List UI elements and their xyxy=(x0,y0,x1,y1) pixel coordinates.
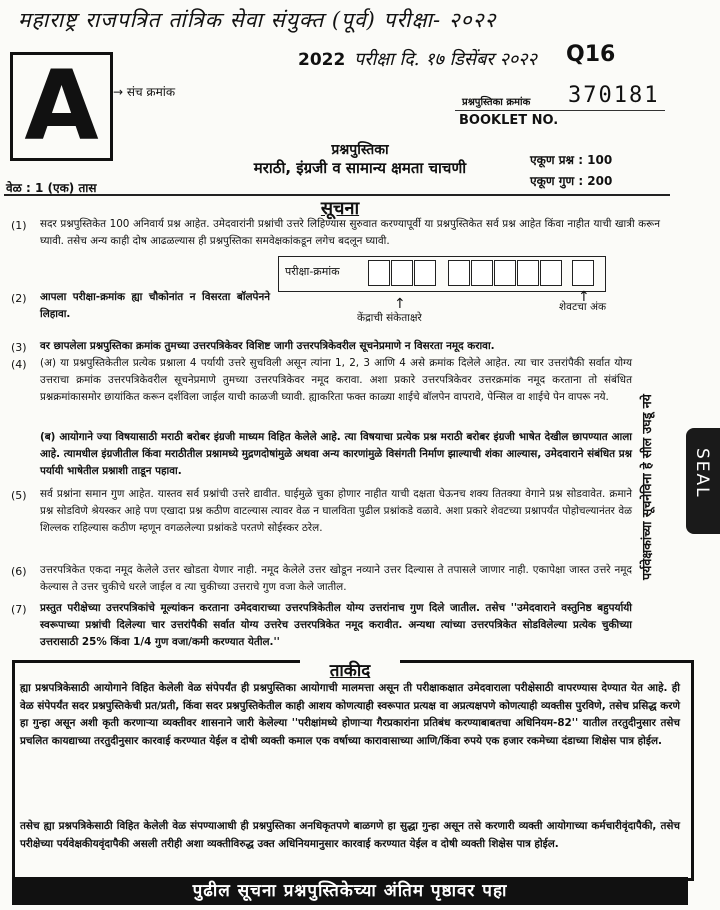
time-allowed: वेळ : 1 (एक) तास xyxy=(6,181,97,195)
total-questions: एकूण प्रश्न : 100 xyxy=(530,153,613,167)
question-code: Q16 xyxy=(566,42,616,67)
instruction-2: आपला परीक्षा-क्रमांक ह्या चौकोनांत न विसरता बॉलपेनने लिहावा. xyxy=(40,291,270,320)
center-letters-label: केंद्राची संकेताक्षरे xyxy=(357,312,422,324)
instruction-1: सदर प्रश्नपुस्तिकेत 100 अनिवार्य प्रश्न आहेत. उमेदवारांनी प्रश्नांची उत्तरे लिहिण्यास सुरुवात करण्यापूर्वी या प्रश्नपुस्तिकेत सर्व प्रश्न आहेत किंवा नाहीत याची खात्री करून घ्यावी. तसेच अन्य काही दोष आढळल्यास ही प्रश्नपुस्तिका समवेक्षकांकडून लगेच बदलून घ्यावी. xyxy=(40,218,660,247)
seat-box[interactable] xyxy=(471,260,493,286)
total-marks: एकूण गुण : 200 xyxy=(530,174,613,188)
seat-box[interactable] xyxy=(494,260,516,286)
item-number: (5) xyxy=(11,489,27,502)
booklet-number: 370181 xyxy=(568,83,660,108)
handwritten-exam-date: परीक्षा दि. १७ डिसेंबर २०२२ xyxy=(354,49,537,70)
series-label: → संच क्रमांक xyxy=(113,85,176,99)
instruction-4a: (अ) या प्रश्नपुस्तिकेतील प्रत्येक प्रश्नाला 4 पर्यायी उत्तरे सुचविली असून त्यांना 1, 2, 3 आणि 4 असे क्रमांक दिलेले आहेत. त्या चार उत्तरांपैकी सर्वात योग्य उत्तराचा क्रमांक उत्तरपत्रिकेवरील सूचनेप्रमाणे तुमच्या उत्तरपत्रिकेवर नमूद करावा. अशा प्रकारे उत्तरपत्रिकेवर उत्तरक्रमांक नमूद करताना तो संबंधित प्रश्नक्रमांकासमोर छायांकित करून दर्शविला जाईल याची काळजी घ्यावी. ह्याकरिता फक्त काळ्या शाईचे बॉलपेन वापरावे, पेन्सिल वा शाईचे पेन वापरू नये. xyxy=(40,357,632,403)
seat-box[interactable] xyxy=(391,260,413,286)
booklet-divider xyxy=(455,110,665,111)
booklet-title: प्रश्नपुस्तिका xyxy=(331,142,389,158)
item-number: (4) xyxy=(11,358,27,371)
item-number: (2) xyxy=(11,292,27,305)
seal-label: SEAL xyxy=(692,448,712,499)
subject-title: मराठी, इंग्रजी व सामान्य क्षमता चाचणी xyxy=(253,159,467,177)
seat-box[interactable] xyxy=(572,260,594,286)
instruction-5: सर्व प्रश्नांना समान गुण आहेत. यास्तव सर्व प्रश्नांची उत्तरे द्यावीत. घाईमुळे चुका होणार नाहीत याची दक्षता घेऊनच शक्य तितक्या वेगाने प्रश्न सोडवावेत. क्रमाने प्रश्न सोडविणे श्रेयस्कर आहे पण एखादा प्रश्न कठीण वाटल्यास त्यावर वेळ न घालविता पुढील प्रश्नांकडे वळावे. अशा प्रकारे शेवटच्या प्रश्नापर्यंत पोहोचल्यानंतर वेळ शिल्लक राहिल्यास कठीण म्हणून वगळलेल्या प्रश्नांकडे परतणे सोईस्कर ठरेल. xyxy=(40,488,632,534)
up-arrow-icon: ↑ xyxy=(578,289,590,305)
seal-warning-vertical: पर्यवेक्षकांच्या सूचनेविना हे सील उघडू नये xyxy=(639,394,654,581)
warning-paragraph-1: ह्या प्रश्नपत्रिकेसाठी आयोगाने विहित केलेली वेळ संपेपर्यंत ही प्रश्नपुस्तिका आयोगाची मालमत्ता असून ती परीक्षाकक्षात उमेदवाराला परीक्षेसाठी वापरण्यास देण्यात येत आहे. ही वेळ संपेपर्यंत सदर प्रश्नपुस्तिकेची प्रत/प्रती, किंवा सदर प्रश्नपुस्तिकेतील काही आशय कोणत्याही स्वरूपात प्रत्यक्ष वा अप्रत्यक्षपणे कोणत्याही व्यक्तीस पुरविणे, तसेच प्रसिद्ध करणे हा गुन्हा असून अशी कृती करणाऱ्या व्यक्तीवर शासनाने जारी केलेल्या ''परीक्षांमध्ये होणाऱ्या गैरप्रकारांना प्रतिबंध करण्याबाबतचा अधिनियम-82'' यातील तरतुदीनुसार तसेच प्रचलित कायद्याच्या तरतुदीनुसार कारवाई करण्यात येईल व दोषी व्यक्ती कमाल एक वर्षाच्या कारावासाच्या आणि/किंवा रुपये एक हजार रकमेच्या दंडाच्या शिक्षेस पात्र होईल. xyxy=(20,682,680,747)
item-number: (3) xyxy=(11,341,27,354)
instruction-4b: (ब) आयोगाने ज्या विषयासाठी मराठी बरोबर इंग्रजी माध्यम विहित केलेले आहे. त्या विषयाचा प्रत्येक प्रश्न मराठी बरोबर इंग्रजी भाषेत देखील छापण्यात आला आहे. त्यामधील इंग्रजीतील किंवा मराठीतील प्रश्नामध्ये मुद्रणदोषांमुळे अथवा अन्य कारणांमुळे विसंगती निर्माण झाल्याची शंका आल्यास, उमेदवाराने संबंधित प्रश्न पर्यायी भाषेतील प्रश्नाशी ताडून पहावा. xyxy=(40,431,632,477)
instruction-7: प्रस्तुत परीक्षेच्या उत्तरपत्रिकांचे मूल्यांकन करताना उमेदवाराच्या उत्तरपत्रिकेतील योग्य उत्तरांनाच गुण दिले जातील. तसेच ''उमेदवाराने वस्तुनिष्ठ बहुपर्यायी स्वरूपाच्या प्रश्नांची दिलेल्या चार उत्तरांपैकी सर्वात योग्य उत्तरेच उत्तरपत्रिकेत नमूद करावीत. अन्यथा त्यांच्या उत्तरपत्रिकेत सोडविलेल्या प्रत्येक चुकीच्या उत्तरासाठी 25% किंवा 1/4 गुण वजा/कमी करण्यात येतील.'' xyxy=(40,602,632,648)
seat-box[interactable] xyxy=(540,260,562,286)
footer-banner: पुढील सूचना प्रश्नपुस्तिकेच्या अंतिम पृष्ठावर पहा xyxy=(12,877,688,905)
handwritten-exam-title: महाराष्ट्र राजपत्रित तांत्रिक सेवा संयुक्त (पूर्व) परीक्षा- २०२२ xyxy=(18,8,497,32)
seat-box[interactable] xyxy=(517,260,539,286)
series-letter-box: A xyxy=(10,52,113,161)
instructions-heading: सूचना xyxy=(320,198,360,219)
item-number: (7) xyxy=(11,603,27,616)
seat-box[interactable] xyxy=(448,260,470,286)
booklet-label-marathi: प्रश्नपुस्तिका क्रमांक xyxy=(462,97,531,108)
seat-number-label: परीक्षा-क्रमांक xyxy=(285,265,340,278)
seat-box[interactable] xyxy=(414,260,436,286)
instruction-6: उत्तरपत्रिकेत एकदा नमूद केलेले उत्तर खोडता येणार नाही. नमूद केलेले उत्तर खोडून नव्याने उत्तर दिल्यास ते तपासले जाणार नाही. एकापेक्षा जास्त उत्तरे नमूद केल्यास ते उत्तर चुकीचे धरले जाईल व त्या चुकीच्या उत्तराचे गुण वजा केले जातील. xyxy=(40,564,632,593)
exam-year: 2022 xyxy=(298,50,346,70)
seat-box[interactable] xyxy=(368,260,390,286)
up-arrow-icon: ↑ xyxy=(394,296,406,312)
booklet-label-english: BOOKLET NO. xyxy=(459,113,559,128)
instruction-3: वर छापलेला प्रश्नपुस्तिका क्रमांक तुमच्या उत्तरपत्रिकेवर विशिष्ट जागी उत्तरपत्रिकेवरील सूचनेप्रमाणे न विसरता नमूद करावा. xyxy=(40,340,495,352)
item-number: (6) xyxy=(11,565,27,578)
warning-paragraph-2: तसेच ह्या प्रश्नपत्रिकेसाठी विहित केलेली वेळ संपण्याआधी ही प्रश्नपुस्तिका अनधिकृतपणे बाळगणे हा सुद्धा गुन्हा असून तसे करणारी व्यक्ती आयोगाच्या कर्मचारीवृंदापैकी, तसेच परीक्षेच्या पर्यवेक्षकीयवृंदापैकी असली तरीही अशा व्यक्तीविरुद्ध उक्त अधिनियमानुसार कारवाई करण्यात येईल व दोषी व्यक्ती शिक्षेस पात्र होईल. xyxy=(20,820,680,850)
warning-heading: ताकीद xyxy=(300,658,400,681)
last-digit-label: शेवटचा अंक xyxy=(559,301,607,313)
item-number: (1) xyxy=(11,219,27,232)
